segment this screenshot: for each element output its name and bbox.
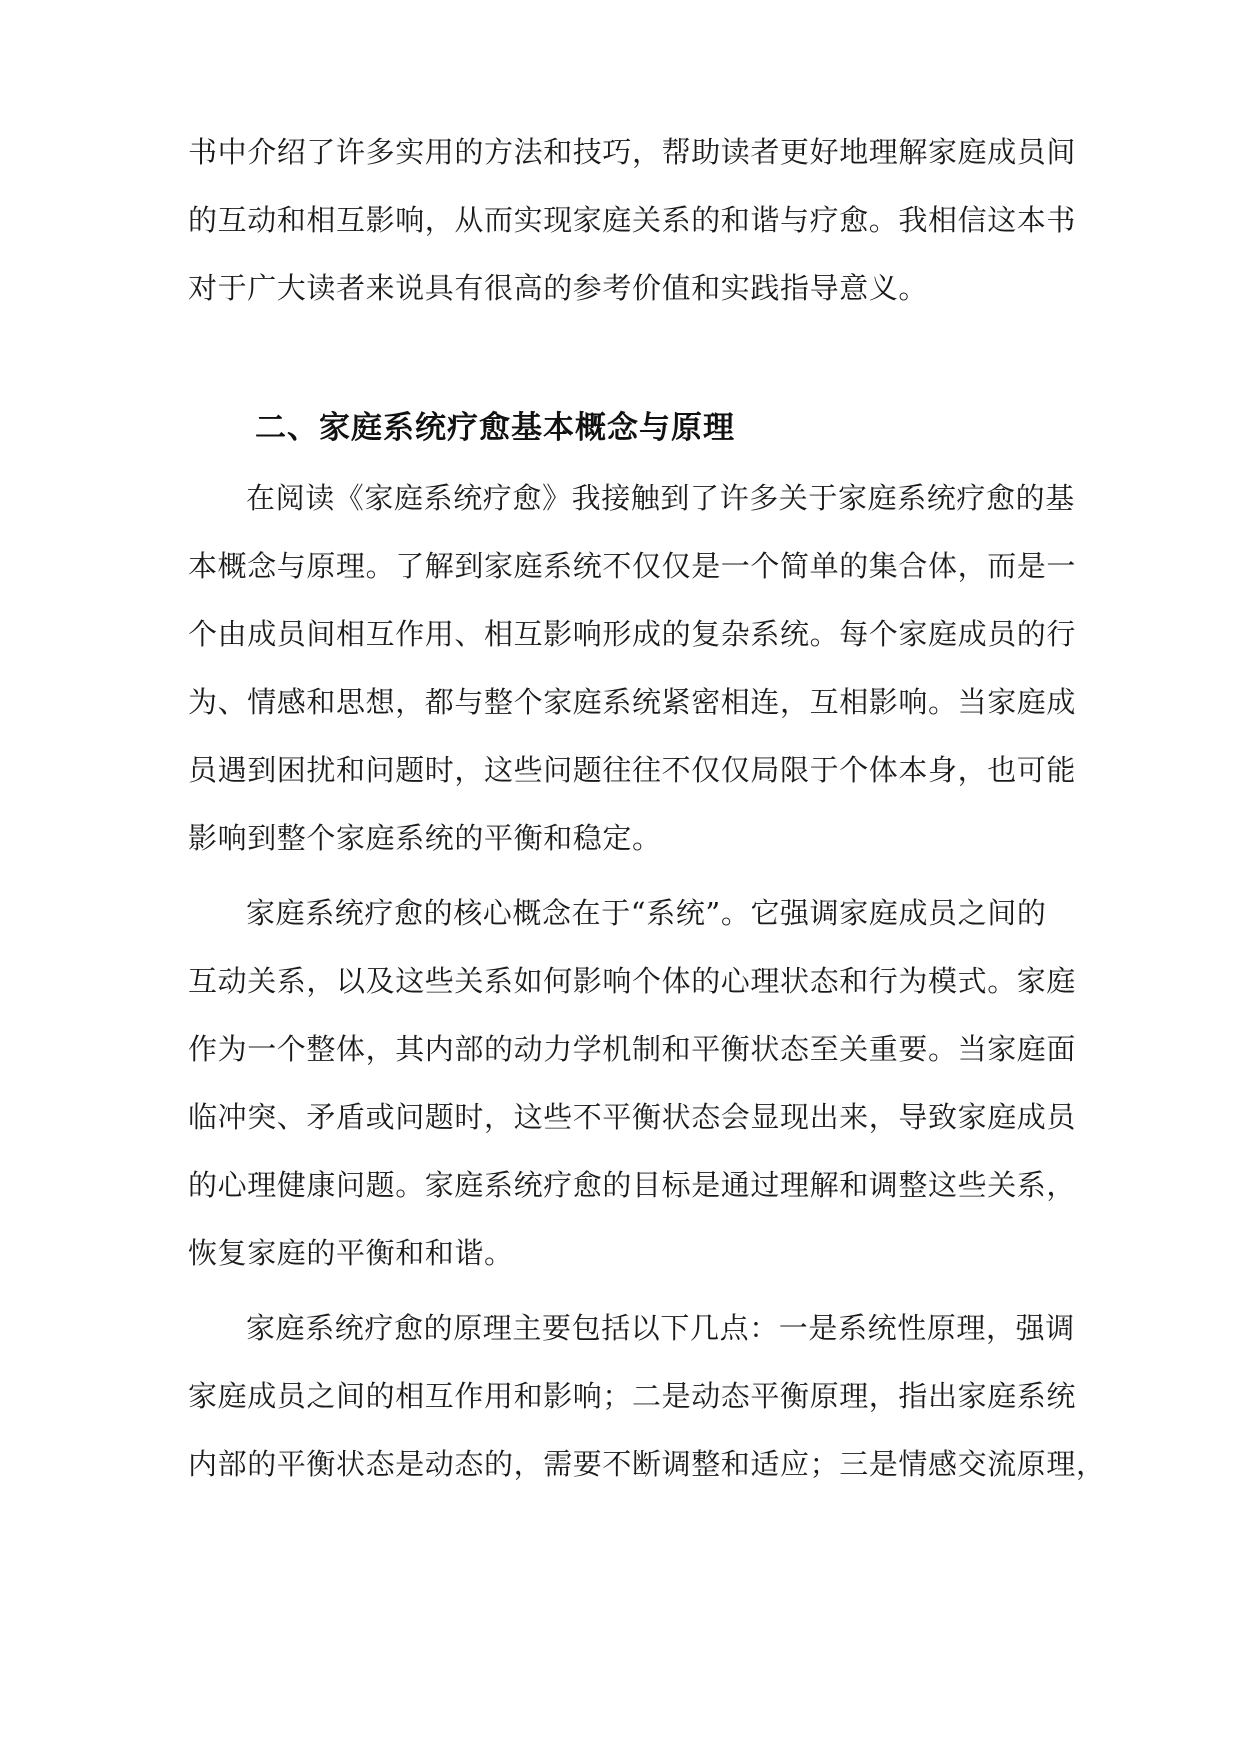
paragraph-1-line-1: 书中介绍了许多实用的方法和技巧，帮助读者更好地理解家庭成员间: [188, 135, 1077, 169]
paragraph-4-line-1: 家庭系统疗愈的原理主要包括以下几点：一是系统性原理，强调: [246, 1311, 1075, 1345]
paragraph-2-line-6: 影响到整个家庭系统的平衡和稳定。: [188, 821, 662, 855]
paragraph-2-line-5: 员遇到困扰和问题时，这些问题往往不仅仅局限于个体本身，也可能: [188, 753, 1077, 787]
paragraph-4-line-3: 内部的平衡状态是动态的，需要不断调整和适应；三是情感交流原理，: [188, 1447, 1106, 1481]
paragraph-3-line-2: 互动关系，以及这些关系如何影响个体的心理状态和行为模式。家庭: [188, 964, 1077, 998]
paragraph-4-line-2: 家庭成员之间的相互作用和影响；二是动态平衡原理，指出家庭系统: [188, 1379, 1077, 1413]
paragraph-2-line-3: 个由成员间相互作用、相互影响形成的复杂系统。每个家庭成员的行: [188, 617, 1077, 651]
paragraph-1-line-2: 的互动和相互影响，从而实现家庭关系的和谐与疗愈。我相信这本书: [188, 203, 1077, 237]
paragraph-1-line-3: 对于广大读者来说具有很高的参考价值和实践指导意义。: [188, 271, 929, 305]
paragraph-3-line-1: 家庭系统疗愈的核心概念在于“系统”。它强调家庭成员之间的: [246, 896, 1047, 930]
section-heading: 二、家庭系统疗愈基本概念与原理: [255, 410, 735, 446]
paragraph-3-line-6: 恢复家庭的平衡和和谐。: [188, 1236, 514, 1270]
paragraph-2-line-2: 本概念与原理。了解到家庭系统不仅仅是一个简单的集合体，而是一: [188, 549, 1077, 583]
paragraph-2-line-4: 为、情感和思想，都与整个家庭系统紧密相连，互相影响。当家庭成: [188, 685, 1077, 719]
paragraph-3-line-5: 的心理健康问题。家庭系统疗愈的目标是通过理解和调整这些关系，: [188, 1168, 1077, 1202]
paragraph-3-line-4: 临冲突、矛盾或问题时，这些不平衡状态会显现出来，导致家庭成员: [188, 1100, 1077, 1134]
paragraph-3-line-3: 作为一个整体，其内部的动力学机制和平衡状态至关重要。当家庭面: [188, 1032, 1077, 1066]
paragraph-2-line-1: 在阅读《家庭系统疗愈》我接触到了许多关于家庭系统疗愈的基: [246, 481, 1075, 515]
